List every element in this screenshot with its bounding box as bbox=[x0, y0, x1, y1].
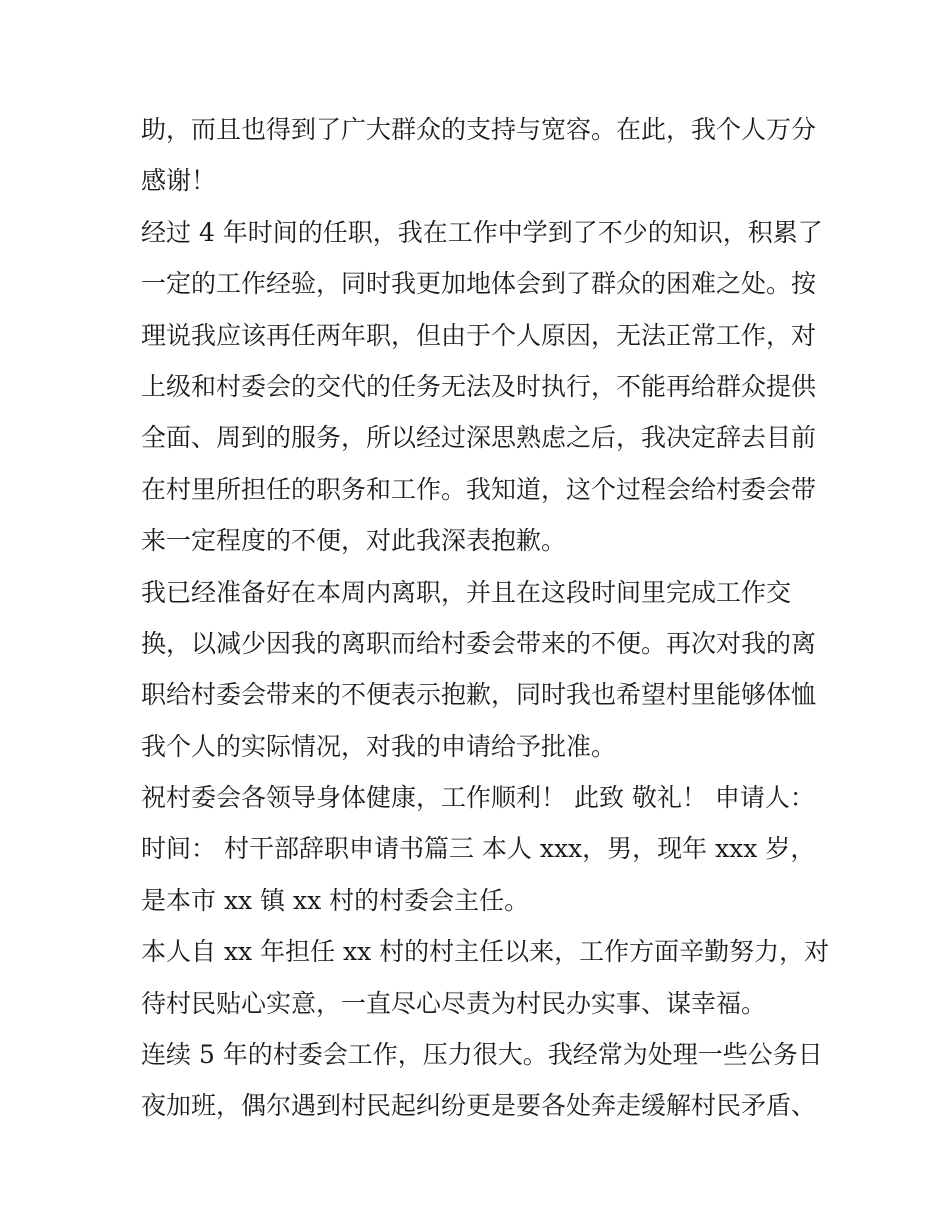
text-line: 经过 4 年时间的任职，我在工作中学到了不少的知识，积累了 bbox=[141, 217, 823, 247]
text-line: 来一定程度的不便，对此我深表抱歉。 bbox=[141, 526, 567, 556]
text-line: 时间： 村干部辞职申请书篇三 本人 xxx，男，现年 xxx 岁， bbox=[141, 834, 816, 864]
text-line: 感谢！ bbox=[141, 166, 217, 196]
text-line: 夜加班，偶尔遇到村民起纠纷更是要各处奔走缓解村民矛盾、 bbox=[141, 1091, 817, 1121]
document-body bbox=[141, 104, 830, 1132]
text-line: 职给村委会带来的不便表示抱歉，同时我也希望村里能够体恤 bbox=[141, 680, 817, 710]
text-line: 待村民贴心实意，一直尽心尽责为村民办实事、谋幸福。 bbox=[141, 988, 767, 1018]
text-line: 连续 5 年的村委会工作，压力很大。我经常为处理一些公务日 bbox=[141, 1040, 823, 1070]
text-line: 本人自 xx 年担任 xx 村的村主任以来，工作方面辛勤努力，对 bbox=[141, 937, 830, 967]
text-line: 在村里所担任的职务和工作。我知道，这个过程会给村委会带 bbox=[141, 474, 817, 504]
text-line: 祝村委会各领导身体健康，工作顺利！ 此致 敬礼！ 申请人： bbox=[141, 783, 815, 813]
text-line: 理说我应该再任两年职，但由于个人原因，无法正常工作，对 bbox=[141, 320, 817, 350]
text-line: 换，以减少因我的离职而给村委会带来的不便。再次对我的离 bbox=[141, 628, 817, 658]
text-line: 上级和村委会的交代的任务无法及时执行，不能再给群众提供 bbox=[141, 371, 817, 401]
text-line: 我已经准备好在本周内离职，并且在这段时间里完成工作交 bbox=[141, 577, 792, 607]
text-line: 一定的工作经验，同时我更加地体会到了群众的困难之处。按 bbox=[141, 269, 817, 299]
text-line: 助，而且也得到了广大群众的支持与宽容。在此，我个人万分 bbox=[141, 115, 817, 144]
text-line: 是本市 xx 镇 xx 村的村委会主任。 bbox=[141, 885, 530, 915]
text-line: 全面、周到的服务，所以经过深思熟虑之后，我决定辞去目前 bbox=[141, 423, 817, 453]
text-line: 我个人的实际情况，对我的申请给予批准。 bbox=[141, 731, 617, 761]
